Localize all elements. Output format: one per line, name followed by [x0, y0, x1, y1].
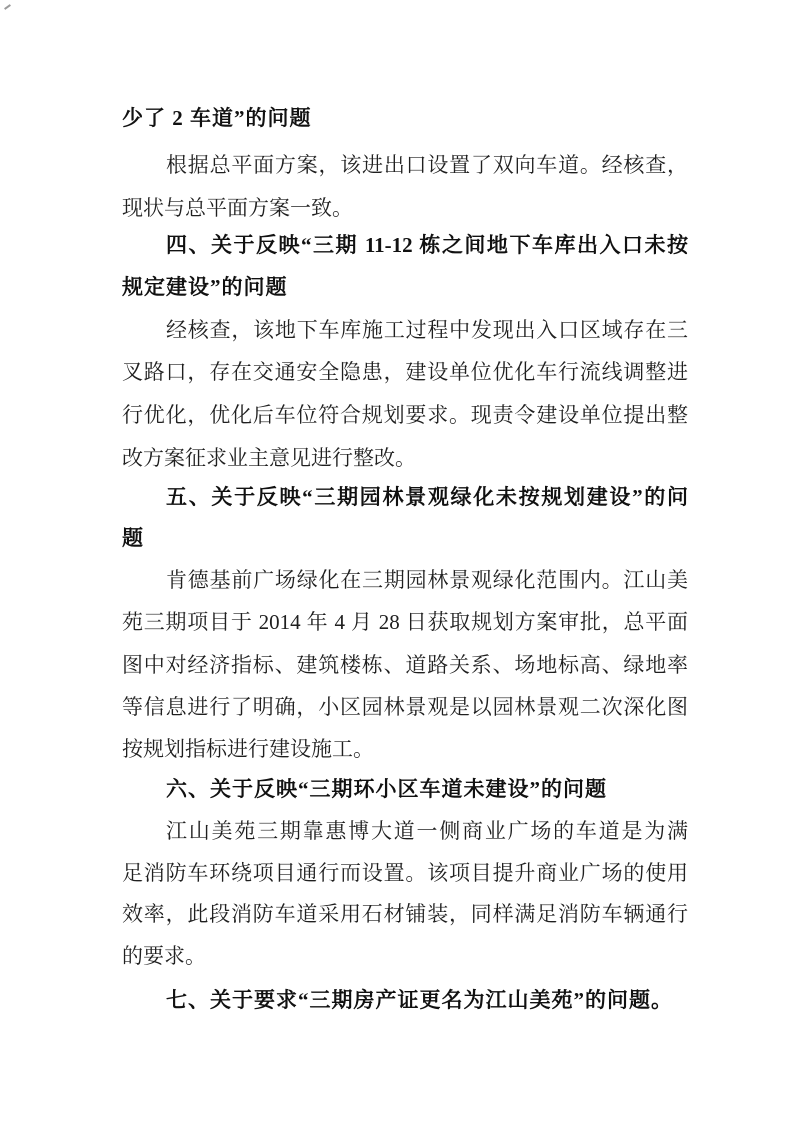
paragraph-line: 江山美苑三期靠惠博大道一侧商业广场的车道是为满: [166, 819, 688, 843]
paragraph-line: 图中对经济指标、建筑楼栋、道路关系、场地标高、绿地率: [122, 653, 688, 677]
paragraph-line: 叉路口，存在交通安全隐患，建设单位优化车行流线调整进: [122, 360, 688, 384]
paragraph-line: 改方案征求业主意见进行整改。: [122, 446, 416, 470]
section-heading-line: 题: [122, 526, 144, 550]
section-heading-line: 四、关于反映“三期 11-12 栋之间地下车库出入口未按: [166, 233, 688, 257]
paragraph-line: 苑三期项目于 2014 年 4 月 28 日获取规划方案审批，总平面: [122, 610, 688, 634]
paragraph-line: 根据总平面方案，该进出口设置了双向车道。经核查，: [166, 153, 688, 177]
section-heading-line: 规定建设”的问题: [122, 275, 288, 299]
paragraph-line: 等信息进行了明确，小区园林景观是以园林景观二次深化图: [122, 695, 688, 719]
paragraph-line: 效率，此段消防车道采用石材铺装，同样满足消防车辆通行: [122, 902, 688, 926]
paragraph-line: 现状与总平面方案一致。: [122, 196, 353, 220]
scan-artifact-mark: [4, 4, 11, 10]
paragraph-line: 经核查，该地下车库施工过程中发现出入口区域存在三: [166, 318, 688, 342]
section-heading-line: 七、关于要求“三期房产证更名为江山美苑”的问题。: [166, 988, 673, 1012]
paragraph-line: 行优化，优化后车位符合规划要求。现责令建设单位提出整: [122, 403, 688, 427]
paragraph-line: 的要求。: [122, 944, 206, 968]
section-heading-line: 五、关于反映“三期园林景观绿化未按规划建设”的问: [166, 485, 688, 509]
section-heading-line: 六、关于反映“三期环小区车道未建设”的问题: [166, 777, 607, 801]
paragraph-line: 肯德基前广场绿化在三期园林景观绿化范围内。江山美: [166, 568, 688, 592]
paragraph-line: 按规划指标进行建设施工。: [122, 737, 374, 761]
paragraph-line: 足消防车环绕项目通行而设置。该项目提升商业广场的使用: [122, 861, 688, 885]
section-heading-line: 少了 2 车道”的问题: [122, 106, 312, 130]
